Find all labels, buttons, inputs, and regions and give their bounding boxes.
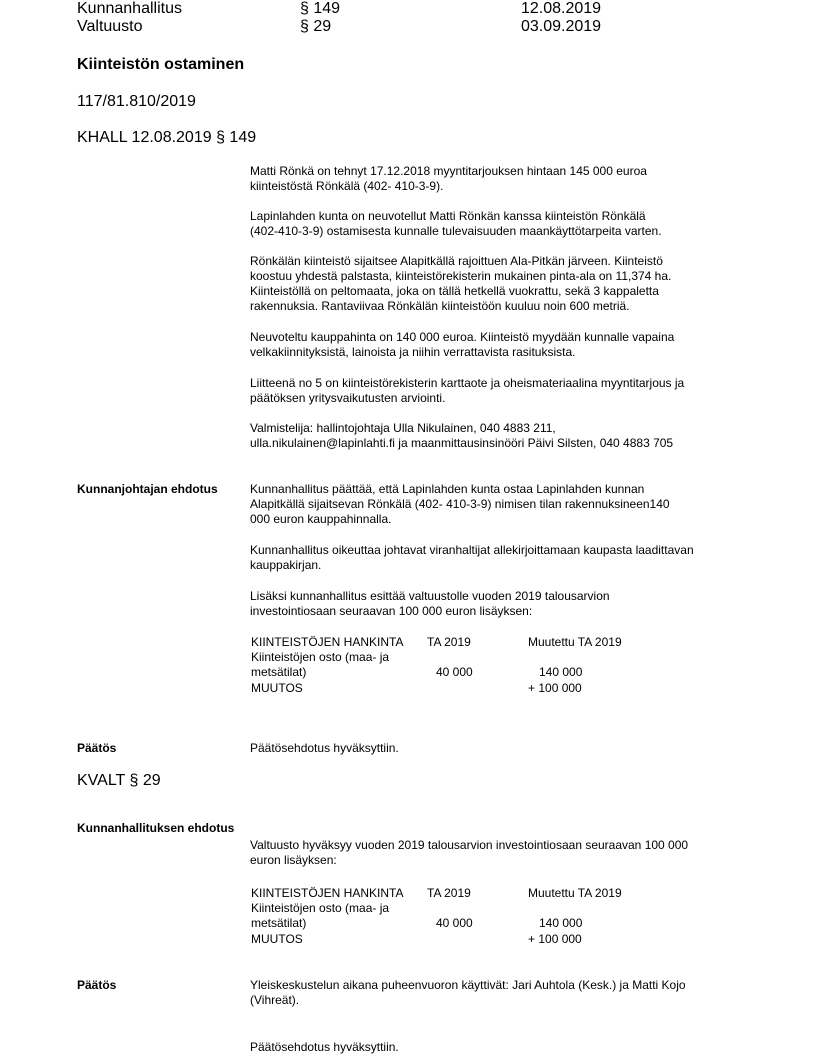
decision-text: Päätösehdotus hyväksyttiin. bbox=[250, 1040, 399, 1054]
table-row-label: MUUTOS bbox=[251, 681, 303, 695]
document-title: Kiinteistön ostaminen bbox=[77, 56, 245, 73]
text-line: 000 euron kauppahinnalla. bbox=[250, 512, 392, 526]
text-line: ulla.nikulainen@lapinlahti.fi ja maanmittausinsinööri Päivi Silsten, 040 4883 705 bbox=[250, 436, 674, 450]
text-line: kiinteistöstä Rönkälä (402- 410-3-9). bbox=[250, 179, 444, 193]
header-date-2: 03.09.2019 bbox=[521, 18, 602, 35]
table-row-label: metsätilat) bbox=[251, 665, 307, 679]
intro-paragraph-5 bbox=[250, 376, 750, 406]
table-row-label: Kiinteistöjen osto (maa- ja bbox=[251, 901, 390, 915]
text-line: päätöksen yritysvaikutusten arviointi. bbox=[250, 391, 446, 405]
text-line: rakennuksia. Rantaviivaa Rönkälän kiinteistöön kuuluu noin 600 metriä. bbox=[250, 299, 630, 313]
text-line: velkakiinnityksistä, lainoista ja niihin verrattavista rasituksista. bbox=[250, 345, 576, 359]
header-body-2: Valtuusto bbox=[77, 18, 143, 35]
khall-heading: KHALL 12.08.2019 § 149 bbox=[77, 129, 257, 146]
text-line: Valmistelija: hallintojohtaja Ulla Nikulainen, 040 4883 211, bbox=[250, 421, 556, 435]
header-date-1: 12.08.2019 bbox=[521, 0, 602, 17]
table-row-label: metsätilat) bbox=[251, 916, 307, 930]
text-line: Matti Rönkä on tehnyt 17.12.2018 myyntitarjouksen hintaan 145 000 euroa bbox=[250, 164, 647, 178]
table-header-muutettu: Muutettu TA 2019 bbox=[528, 635, 622, 649]
intro-paragraph-4 bbox=[250, 330, 750, 360]
decision-label: Päätös bbox=[77, 978, 117, 992]
case-number: 117/81.810/2019 bbox=[77, 93, 196, 110]
text-line: Kunnanhallitus oikeuttaa johtavat viranhaltijat allekirjoittamaan kaupasta laadittavan bbox=[250, 543, 694, 557]
text-line: Kunnanhallitus päättää, että Lapinlahden kunta ostaa Lapinlahden kunnan bbox=[250, 482, 645, 496]
table-header-category: KIINTEISTÖJEN HANKINTA bbox=[251, 635, 404, 649]
text-line: Yleiskeskustelun aikana puheenvuoron käyttivät: Jari Auhtola (Kesk.) ja Matti Kojo bbox=[250, 978, 686, 992]
text-line: Alapitkällä sijaitsevan Rönkälä (402- 410-3-9) nimisen tilan rakennuksineen140 bbox=[250, 497, 670, 511]
kj-paragraph-2 bbox=[250, 543, 750, 573]
table-cell-ta: 40 000 bbox=[436, 916, 473, 930]
table-row-label: Kiinteistöjen osto (maa- ja bbox=[251, 650, 390, 664]
table-cell-muutettu: 140 000 bbox=[539, 916, 583, 930]
text-line: euron lisäyksen: bbox=[250, 853, 337, 867]
text-line: Liitteenä no 5 on kiinteistörekisterin karttaote ja oheismateriaalina myyntitarjous ja bbox=[250, 376, 685, 390]
text-line: (Vihreät). bbox=[250, 993, 300, 1007]
table-header-ta: TA 2019 bbox=[427, 886, 471, 900]
table-header-category: KIINTEISTÖJEN HANKINTA bbox=[251, 886, 404, 900]
text-line: kauppakirjan. bbox=[250, 558, 322, 572]
table-row-label: MUUTOS bbox=[251, 932, 303, 946]
decision-text: Päätösehdotus hyväksyttiin. bbox=[250, 741, 399, 755]
intro-paragraph-1 bbox=[250, 164, 750, 194]
table-header-muutettu: Muutettu TA 2019 bbox=[528, 886, 622, 900]
kj-proposal-label: Kunnanjohtajan ehdotus bbox=[77, 482, 218, 496]
decision-discussion bbox=[250, 978, 750, 1008]
preparer-paragraph bbox=[250, 421, 750, 451]
kj-paragraph-1 bbox=[250, 482, 750, 527]
kh-paragraph bbox=[250, 838, 750, 868]
text-line: Rönkälän kiinteistö sijaitsee Alapitkällä rajoittuen Ala-Pitkän järveen. Kiinteistö bbox=[250, 254, 663, 268]
header-section-1: § 149 bbox=[300, 0, 341, 17]
kh-proposal-label: Kunnanhallituksen ehdotus bbox=[77, 821, 235, 835]
text-line: Lapinlahden kunta on neuvotellut Matti Rönkän kanssa kiinteistön Rönkälä bbox=[250, 209, 646, 223]
text-line: koostuu yhdestä palstasta, kiinteistörekisterin mukainen pinta-ala on 11,374 ha. bbox=[250, 269, 672, 283]
text-line: Kiinteistöllä on peltomaata, joka on tällä hetkellä vuokrattu, sekä 3 kappaletta bbox=[250, 284, 659, 298]
decision-label: Päätös bbox=[77, 741, 117, 755]
header-body-1: Kunnanhallitus bbox=[77, 0, 182, 17]
text-line: investointiosaan seuraavan 100 000 euron lisäyksen: bbox=[250, 604, 533, 618]
text-line: (402-410-3-9) ostamisesta kunnalle tulevaisuuden maankäyttötarpeita varten. bbox=[250, 224, 662, 238]
table-cell-muutettu: + 100 000 bbox=[528, 681, 582, 695]
table-header-ta: TA 2019 bbox=[427, 635, 471, 649]
intro-paragraph-2 bbox=[250, 209, 750, 239]
table-cell-muutettu: + 100 000 bbox=[528, 932, 582, 946]
table-cell-ta: 40 000 bbox=[436, 665, 473, 679]
text-line: Lisäksi kunnanhallitus esittää valtuustolle vuoden 2019 talousarvion bbox=[250, 589, 610, 603]
header-section-2: § 29 bbox=[300, 18, 332, 35]
kvalt-heading: KVALT § 29 bbox=[77, 772, 161, 789]
intro-paragraph-3 bbox=[250, 254, 750, 314]
kj-paragraph-3 bbox=[250, 589, 750, 619]
text-line: Valtuusto hyväksyy vuoden 2019 talousarvion investointiosaan seuraavan 100 000 bbox=[250, 838, 689, 852]
table-cell-muutettu: 140 000 bbox=[539, 665, 583, 679]
text-line: Neuvoteltu kauppahinta on 140 000 euroa. Kiinteistö myydään kunnalle vapaina bbox=[250, 330, 675, 344]
